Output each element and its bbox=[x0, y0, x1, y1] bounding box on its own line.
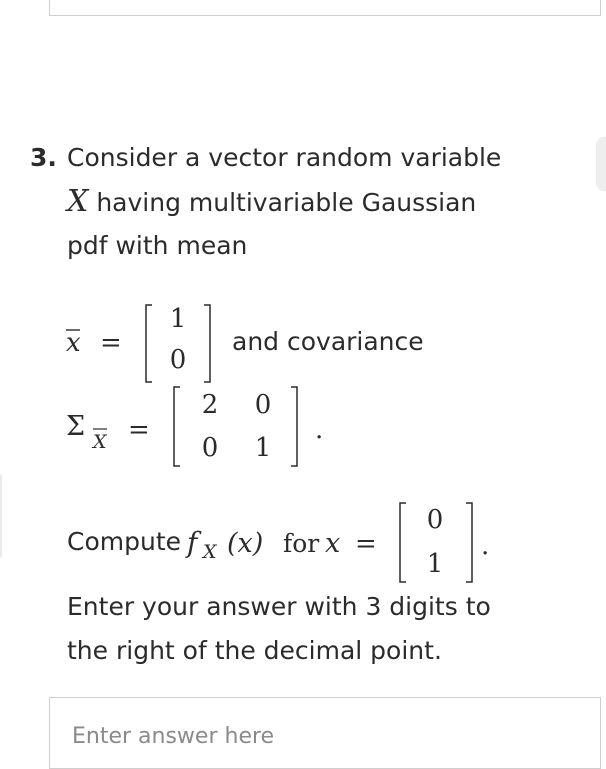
equals-sign-3: = bbox=[355, 529, 377, 559]
compute-word: Compute bbox=[67, 527, 182, 556]
equals-sign-1: = bbox=[100, 328, 122, 358]
for-word: for bbox=[283, 529, 320, 558]
mean-entry-1: 1 bbox=[169, 304, 187, 334]
and-covariance-text: and covariance bbox=[232, 327, 424, 356]
sigma-subscript: X bbox=[93, 431, 107, 453]
instruction-line-2: the right of the decimal point. bbox=[67, 636, 442, 665]
random-variable-x: X bbox=[67, 184, 89, 219]
cov-entry-12: 0 bbox=[254, 390, 272, 420]
period-1: . bbox=[315, 415, 324, 445]
mean-bracket-right bbox=[204, 305, 210, 382]
eval-entry-1: 0 bbox=[426, 505, 444, 535]
eval-bracket-right bbox=[466, 503, 472, 582]
cov-entry-11: 2 bbox=[201, 390, 219, 420]
question-line-2-text: having multivariable Gaussian bbox=[96, 188, 477, 217]
eval-bracket-left bbox=[400, 503, 406, 582]
equals-sign-2: = bbox=[128, 415, 150, 445]
sigma-symbol: Σ bbox=[66, 411, 86, 442]
mean-vector-equation bbox=[60, 298, 230, 388]
f-argument: (x) bbox=[227, 528, 264, 559]
left-edge-marker bbox=[0, 474, 2, 558]
mean-symbol: x bbox=[66, 328, 81, 358]
question-line-3: pdf with mean bbox=[67, 231, 248, 260]
covariance-equation bbox=[60, 380, 340, 470]
period-2: . bbox=[481, 531, 490, 561]
cov-bracket-left bbox=[174, 387, 180, 466]
side-scroll-tab[interactable] bbox=[596, 137, 606, 191]
mean-bracket-left bbox=[146, 305, 152, 382]
x-variable: x bbox=[325, 528, 341, 559]
answer-box[interactable] bbox=[49, 697, 601, 769]
cov-bracket-right bbox=[291, 387, 297, 466]
f-subscript: X bbox=[203, 541, 217, 563]
eval-entry-2: 1 bbox=[426, 549, 444, 579]
compute-expression bbox=[185, 498, 505, 588]
cov-entry-22: 1 bbox=[254, 433, 272, 463]
cov-entry-21: 0 bbox=[201, 433, 219, 463]
instruction-line-1: Enter your answer with 3 digits to bbox=[67, 592, 491, 621]
question-line-1: Consider a vector random variable bbox=[67, 143, 502, 172]
answer-input[interactable] bbox=[72, 724, 572, 749]
f-symbol: f bbox=[187, 526, 198, 559]
previous-answer-box[interactable] bbox=[49, 0, 601, 16]
question-number: 3. bbox=[30, 143, 57, 172]
mean-entry-2: 0 bbox=[169, 345, 187, 375]
question-line-2 bbox=[67, 186, 476, 219]
